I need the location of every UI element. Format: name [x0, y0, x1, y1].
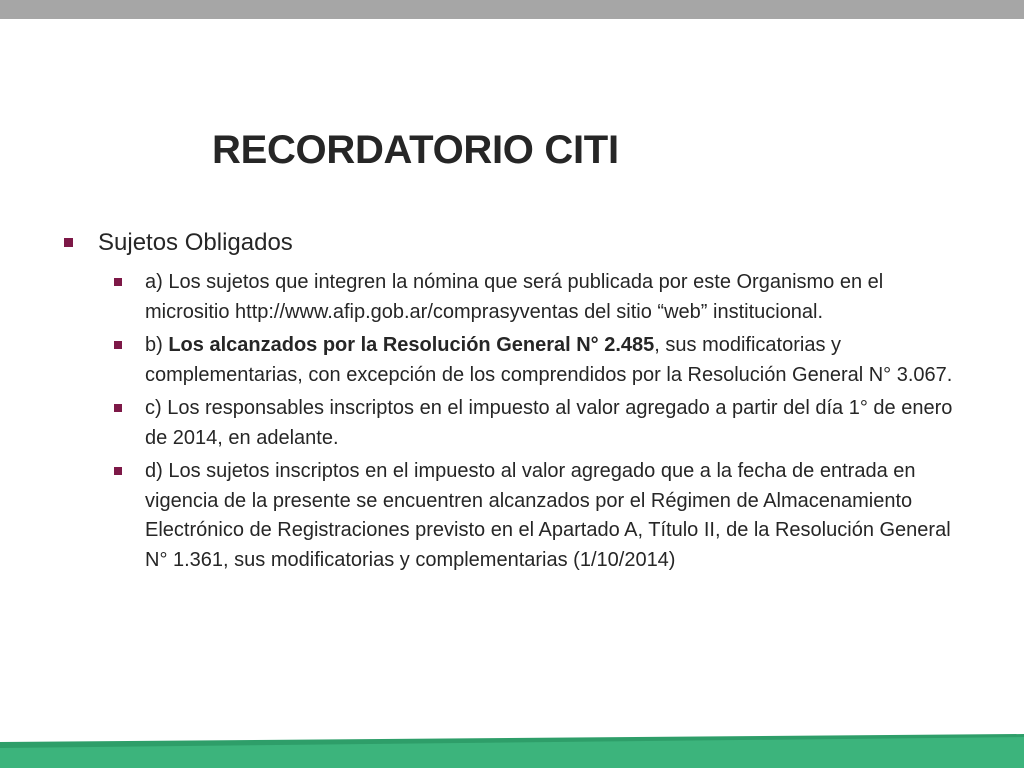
section-bullet	[64, 226, 964, 260]
slide-content	[64, 226, 964, 579]
list-item-text: c) Los responsables inscriptos en el impuesto al valor agregado a partir del día 1° de enero de 2014, en adelante.	[145, 397, 953, 449]
square-bullet-icon	[114, 278, 122, 286]
square-bullet-icon	[114, 404, 122, 412]
list-item	[114, 268, 964, 327]
square-bullet-icon	[64, 238, 73, 247]
square-bullet-icon	[114, 341, 122, 349]
list-item	[114, 457, 964, 575]
list-item-suffix: , sus modificatorias y complementarias, con excepción de los comprendidos por la Resolución General N° 3.067.	[145, 334, 953, 386]
list-item-prefix: b)	[145, 334, 169, 356]
bottom-decorative-band	[0, 734, 1024, 768]
slide-title: RECORDATORIO CITI	[212, 128, 619, 172]
bottom-band-shape	[0, 734, 1024, 768]
list-item-text: a) Los sujetos que integren la nómina que será publicada por este Organismo en el micrositio http://www.afip.gob.ar/comprasyventas del sitio “web” institucional.	[145, 271, 884, 323]
square-bullet-icon	[114, 467, 122, 475]
list-item	[114, 331, 964, 390]
top-decorative-bar	[0, 0, 1024, 19]
list-item-text	[145, 331, 960, 390]
section-label: Sujetos Obligados	[98, 229, 293, 256]
list-item-text: d) Los sujetos inscriptos en el impuesto al valor agregado que a la fecha de entrada en vigencia de la presente se encuentren alcanzados por el Régimen de Almacenamiento Electrónico de Registraciones previsto en el Apartado A, Título II, de la Resolución General N° 1.361, sus modificatorias y complementarias (1/10/2014)	[145, 460, 951, 571]
list-item-bold: Los alcanzados por la Resolución General N° 2.485	[168, 334, 655, 356]
list-item	[114, 394, 964, 453]
